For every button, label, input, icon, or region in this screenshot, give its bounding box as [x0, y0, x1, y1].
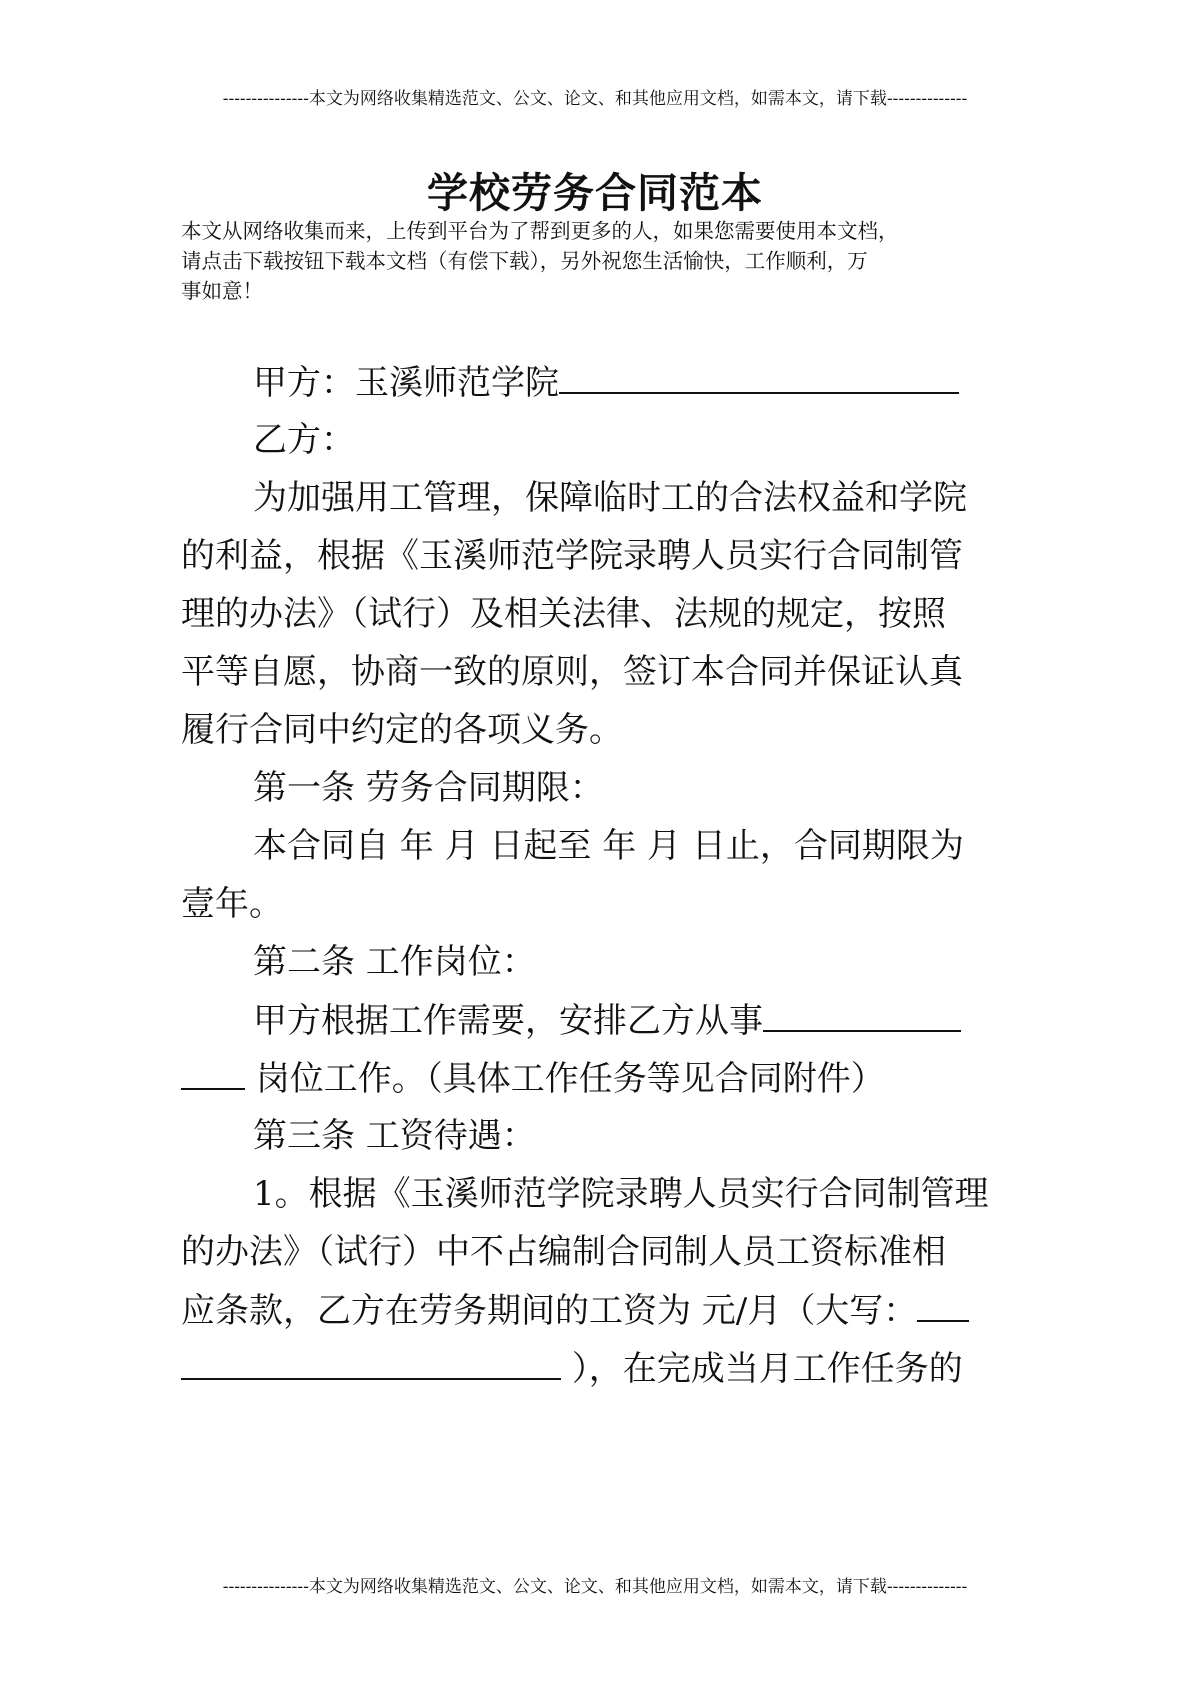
- article-3-text-cont: ），在完成当月工作任务的: [571, 1349, 963, 1389]
- paragraph-line: [181, 1290, 969, 1330]
- article-3-heading: 第三条 工资待遇：: [253, 1116, 536, 1156]
- paragraph-line: 为加强用工管理，保障临时工的合法权益和学院: [253, 478, 967, 518]
- wage-words-blank: [917, 1290, 969, 1322]
- paragraph-line: [253, 1000, 961, 1040]
- party-b-line: 乙方：: [253, 420, 355, 460]
- article-2-heading: 第二条 工作岗位：: [253, 942, 536, 982]
- paragraph-line: 理的办法》（试行）及相关法律、法规的规定，按照: [181, 594, 946, 634]
- paragraph-line: 本合同自 年 月 日起至 年 月 日止，合同期限为: [253, 826, 964, 866]
- wage-words-blank-cont: [181, 1348, 561, 1380]
- article-1-heading: 第一条 劳务合同期限：: [253, 768, 604, 808]
- document-title: 学校劳务合同范本: [427, 169, 763, 217]
- intro-line: 事如意！: [181, 279, 263, 303]
- paragraph-line: 1。根据《玉溪师范学院录聘人员实行合同制管理: [253, 1174, 989, 1214]
- paragraph-line: 的利益，根据《玉溪师范学院录聘人员实行合同制管: [181, 536, 963, 576]
- party-a-blank: [559, 362, 959, 394]
- paragraph-line: 履行合同中约定的各项义务。: [181, 710, 623, 750]
- paragraph-line: [181, 1058, 885, 1098]
- intro-paragraph: [181, 216, 1041, 306]
- position-blank: [763, 1000, 961, 1032]
- paragraph-line: 壹年。: [181, 884, 283, 924]
- page-footer-note: ---------------本文为网络收集精选范文、公文、论文、和其他应用文档，如需本文，请下载--------------: [222, 1577, 968, 1597]
- position-blank-cont: [181, 1058, 245, 1090]
- paragraph-line: 的办法》（试行）中不占编制合同制人员工资标准相: [181, 1232, 946, 1272]
- article-2-text: 甲方根据工作需要，安排乙方从事: [253, 1001, 763, 1041]
- paragraph-line: [181, 1348, 963, 1388]
- article-2-text-cont: 岗位工作。（具体工作任务等见合同附件）: [255, 1059, 885, 1099]
- article-3-text: 应条款，乙方在劳务期间的工资为 元/月（大写：: [181, 1291, 918, 1331]
- party-a-label: 甲方：玉溪师范学院: [253, 363, 559, 403]
- paragraph-line: 平等自愿，协商一致的原则，签订本合同并保证认真: [181, 652, 963, 692]
- intro-line: 请点击下载按钮下载本文档（有偿下载），另外祝您生活愉快，工作顺利，万: [181, 249, 868, 273]
- page-header-note: ---------------本文为网络收集精选范文、公文、论文、和其他应用文档，如需本文，请下载--------------: [222, 89, 968, 109]
- intro-line: 本文从网络收集而来，上传到平台为了帮到更多的人，如果您需要使用本文档，: [181, 219, 899, 243]
- party-a-line: [253, 362, 959, 402]
